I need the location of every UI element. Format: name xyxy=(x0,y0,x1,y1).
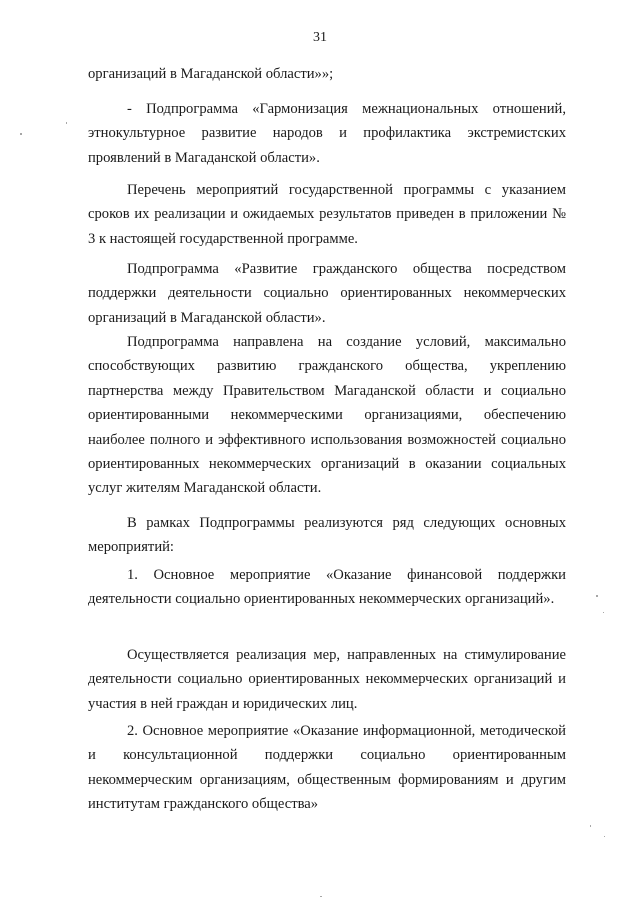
page-number: 31 xyxy=(313,30,327,45)
paragraph-subprogram-harmonization: - Подпрограмма «Гармонизация межнациональных отношений, этнокультурное развитие народов и профилактика экстремистских проявлений в Магаданской области». xyxy=(88,101,566,166)
scan-speck xyxy=(603,612,604,613)
scan-speck xyxy=(66,122,67,124)
scan-speck xyxy=(20,133,22,135)
scan-speck xyxy=(596,595,598,597)
paragraph-measure-2: 2. Основное мероприятие «Оказание информационной, методической и консультационной поддержки социально ориентированным некоммерческим организациям, общественным формированиям и другим институтам гражданского общества» xyxy=(88,723,566,813)
scan-speck xyxy=(604,836,605,837)
scan-speck xyxy=(320,896,322,897)
scan-speck xyxy=(590,825,591,827)
paragraph-measures-list: Перечень мероприятий государственной программы с указанием сроков их реализации и ожидаемых результатов приведен в приложении № 3 к настоящей государственной программе. xyxy=(88,182,566,247)
paragraph-subprogram-purpose: Подпрограмма направлена на создание условий, максимально способствующих развитию гражданского общества, укреплению партнерства между Правительством Магаданской области и социально ориентированными некоммерческими организациями, обеспечению наиболее полного и эффективного использования возможностей социально ориентированных некоммерческих организаций в оказании социальных услуг жителям Магаданской области. xyxy=(88,334,566,497)
paragraph-continuation: организаций в Магаданской области»»; xyxy=(88,66,334,82)
paragraph-measure-1-description: Осуществляется реализация мер, направленных на стимулирование деятельности социально ориентированных некоммерческих организаций и участия в ней граждан и юридических лиц. xyxy=(88,647,566,712)
paragraph-measure-1: 1. Основное мероприятие «Оказание финансовой поддержки деятельности социально ориентированных некоммерческих организаций». xyxy=(88,567,566,608)
paragraph-main-measures-intro: В рамках Подпрограммы реализуются ряд следующих основных мероприятий: xyxy=(88,515,566,556)
paragraph-subprogram-civil-society: Подпрограмма «Развитие гражданского общества посредством поддержки деятельности социально ориентированных некоммерческих организаций в Магаданской области». xyxy=(88,261,566,326)
